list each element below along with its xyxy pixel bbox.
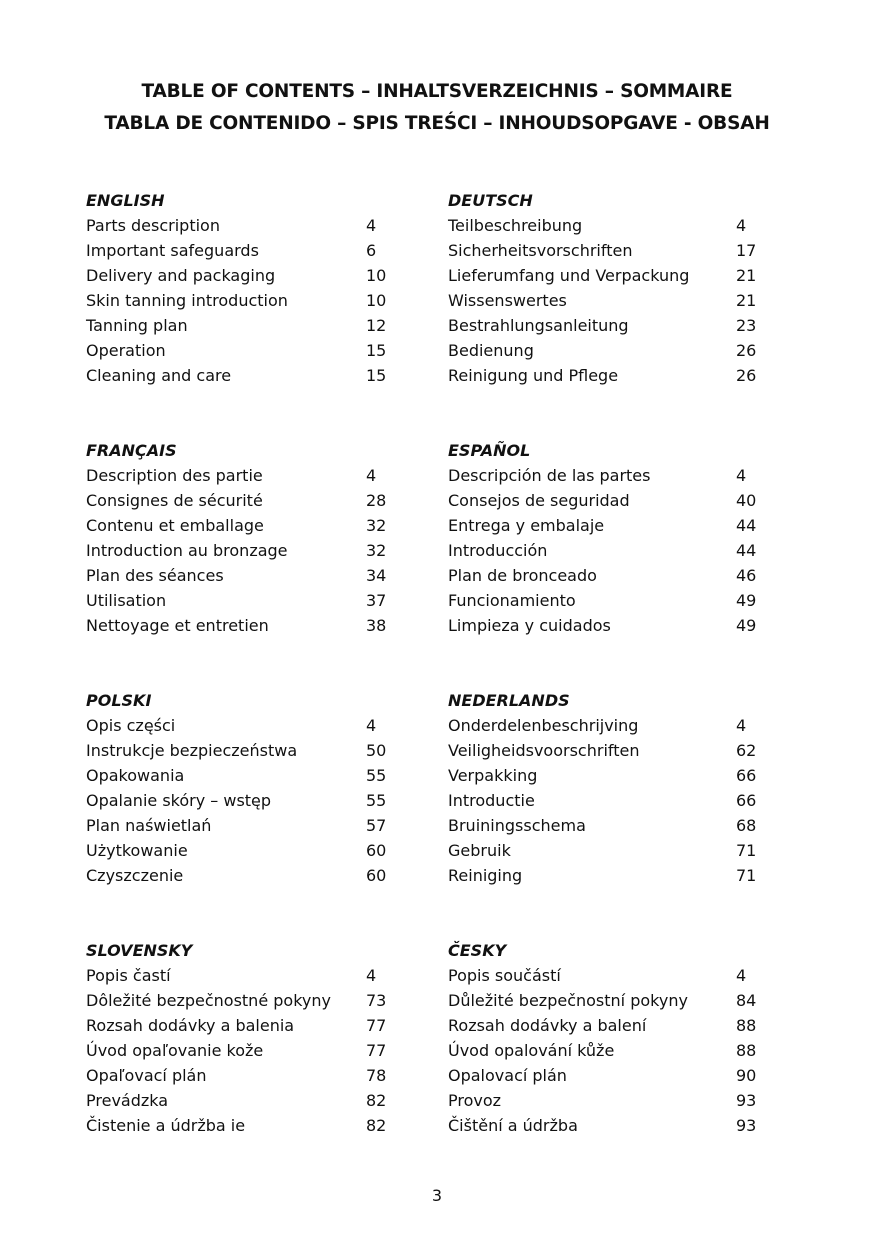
- toc-entry: [448, 538, 778, 563]
- toc-entry-label: Wissenswertes: [448, 291, 567, 310]
- toc-entry: [86, 563, 416, 588]
- toc-entry-label: Instrukcje bezpieczeństwa: [86, 741, 298, 760]
- toc-entry-page: 55: [366, 791, 387, 810]
- toc-entry-page: 88: [736, 1016, 757, 1035]
- toc-entry: [86, 788, 416, 813]
- section-heading: FRANÇAIS: [86, 441, 177, 460]
- toc-entry-label: Introducción: [448, 541, 548, 560]
- toc-entry: [448, 263, 778, 288]
- toc-entry: [86, 763, 416, 788]
- toc-entry-label: Consignes de sécurité: [86, 491, 263, 510]
- toc-entry-label: Contenu et emballage: [86, 516, 264, 535]
- toc-entry: [448, 963, 778, 988]
- toc-entry-page: 32: [366, 541, 387, 560]
- toc-entry: [448, 738, 778, 763]
- toc-entry-page: 21: [736, 291, 757, 310]
- toc-entry-page: 66: [736, 766, 757, 785]
- toc-entry: [86, 1088, 416, 1113]
- toc-entry-label: Bedienung: [448, 341, 534, 360]
- toc-entry-page: 71: [736, 866, 757, 885]
- toc-entry-page: 62: [736, 741, 757, 760]
- toc-entry: [86, 363, 416, 388]
- toc-entry: [448, 513, 778, 538]
- toc-entry-label: Reinigung und Pflege: [448, 366, 619, 385]
- toc-entry-page: 10: [366, 266, 387, 285]
- toc-entry-label: Skin tanning introduction: [86, 291, 288, 310]
- toc-entry-label: Reiniging: [448, 866, 523, 885]
- section-francais: [86, 438, 416, 638]
- toc-entry-page: 71: [736, 841, 757, 860]
- toc-entry-label: Onderdelenbeschrijving: [448, 716, 639, 735]
- toc-entry-page: 49: [736, 591, 757, 610]
- toc-entry-label: Dôležité bezpečnostné pokyny: [86, 991, 331, 1010]
- toc-entry-page: 15: [366, 341, 387, 360]
- section-heading: DEUTSCH: [448, 191, 533, 210]
- toc-entry-page: 50: [366, 741, 387, 760]
- toc-entry: [86, 813, 416, 838]
- toc-entry: [86, 1063, 416, 1088]
- toc-entry-page: 44: [736, 541, 757, 560]
- toc-entry-page: 4: [736, 466, 747, 485]
- page-number: 3: [431, 1186, 443, 1205]
- toc-entry-page: 4: [366, 466, 377, 485]
- toc-entry-label: Čištění a údržba: [448, 1116, 578, 1135]
- toc-entry: [86, 338, 416, 363]
- toc-entry-label: Funcionamiento: [448, 591, 576, 610]
- toc-entry-page: 88: [736, 1041, 757, 1060]
- toc-entry-label: Tanning plan: [86, 316, 188, 335]
- toc-entry: [448, 1088, 778, 1113]
- toc-entry-label: Operation: [86, 341, 166, 360]
- toc-entry: [448, 213, 778, 238]
- toc-entry-page: 10: [366, 291, 387, 310]
- toc-entry: [448, 713, 778, 738]
- toc-entry-label: Lieferumfang und Verpackung: [448, 266, 690, 285]
- toc-entry: [448, 1038, 778, 1063]
- toc-entry: [86, 463, 416, 488]
- toc-entry-label: Cleaning and care: [86, 366, 232, 385]
- toc-entry: [448, 813, 778, 838]
- toc-entry-page: 26: [736, 366, 757, 385]
- section-english: [86, 188, 416, 388]
- toc-entry-page: 6: [366, 241, 377, 260]
- toc-entry-page: 73: [366, 991, 387, 1010]
- toc-entry-page: 93: [736, 1116, 757, 1135]
- toc-entry: [86, 988, 416, 1013]
- toc-entry: [448, 613, 778, 638]
- toc-entry-label: Utilisation: [86, 591, 167, 610]
- toc-entry-label: Popis součástí: [448, 966, 561, 985]
- toc-entry: [86, 963, 416, 988]
- toc-entry-page: 40: [736, 491, 757, 510]
- toc-entry-label: Provoz: [448, 1091, 502, 1110]
- toc-entry: [448, 463, 778, 488]
- toc-entry-label: Sicherheitsvorschriften: [448, 241, 633, 260]
- toc-entry-label: Introduction au bronzage: [86, 541, 288, 560]
- toc-entry-page: 93: [736, 1091, 757, 1110]
- toc-entry-page: 60: [366, 841, 387, 860]
- section-espanol: [448, 438, 778, 638]
- toc-entry: [86, 738, 416, 763]
- toc-entry-label: Opis części: [86, 716, 176, 735]
- section-heading: ENGLISH: [86, 191, 165, 210]
- toc-entry-page: 17: [736, 241, 757, 260]
- section-nederlands: [448, 688, 778, 888]
- toc-entry-page: 44: [736, 516, 757, 535]
- section-heading: SLOVENSKY: [86, 941, 193, 960]
- toc-entry-page: 49: [736, 616, 757, 635]
- toc-entry-label: Prevádzka: [86, 1091, 169, 1110]
- toc-entry-label: Nettoyage et entretien: [86, 616, 269, 635]
- toc-entry-label: Parts description: [86, 216, 220, 235]
- section-cesky: [448, 938, 778, 1138]
- toc-entry: [86, 713, 416, 738]
- toc-entry-label: Opakowania: [86, 766, 185, 785]
- toc-entry-page: 57: [366, 816, 387, 835]
- toc-entry: [448, 238, 778, 263]
- toc-entry: [86, 1013, 416, 1038]
- toc-entry-label: Description des partie: [86, 466, 263, 485]
- toc-entry-label: Důležité bezpečnostní pokyny: [448, 991, 688, 1010]
- toc-entry: [86, 513, 416, 538]
- section-heading: ESPAÑOL: [448, 441, 531, 460]
- toc-entry-label: Czyszczenie: [86, 866, 184, 885]
- toc-entry-label: Opalanie skóry – wstęp: [86, 791, 272, 810]
- toc-entry-page: 4: [736, 716, 747, 735]
- toc-entry: [86, 263, 416, 288]
- toc-entry: [448, 288, 778, 313]
- toc-entry: [448, 838, 778, 863]
- toc-entry-page: 68: [736, 816, 757, 835]
- toc-entry: [86, 538, 416, 563]
- toc-entry-label: Čistenie a údržba ie: [86, 1116, 246, 1135]
- toc-entry-page: 4: [736, 216, 747, 235]
- toc-entry: [448, 763, 778, 788]
- toc-entry: [448, 863, 778, 888]
- toc-entry-page: 46: [736, 566, 757, 585]
- toc-entry: [448, 588, 778, 613]
- toc-entry: [86, 613, 416, 638]
- toc-entry-label: Teilbeschreibung: [448, 216, 583, 235]
- toc-entry-page: 4: [366, 216, 377, 235]
- toc-entry: [86, 488, 416, 513]
- toc-entry-label: Plan des séances: [86, 566, 224, 585]
- toc-entry-page: 82: [366, 1116, 387, 1135]
- toc-entry-label: Użytkowanie: [86, 841, 188, 860]
- toc-entry: [86, 313, 416, 338]
- toc-entry: [86, 238, 416, 263]
- toc-entry: [86, 1038, 416, 1063]
- section-heading: POLSKI: [86, 691, 152, 710]
- toc-entry-label: Rozsah dodávky a balení: [448, 1016, 647, 1035]
- toc-entry: [448, 988, 778, 1013]
- toc-title-line-2: TABLA DE CONTENIDO – SPIS TREŚCI – INHOUDSOPGAVE - OBSAH: [104, 113, 770, 134]
- toc-entry-label: Delivery and packaging: [86, 266, 276, 285]
- toc-entry: [86, 838, 416, 863]
- toc-entry-label: Entrega y embalaje: [448, 516, 605, 535]
- section-heading: NEDERLANDS: [448, 691, 570, 710]
- toc-entry-label: Limpieza y cuidados: [448, 616, 611, 635]
- toc-entry-page: 66: [736, 791, 757, 810]
- toc-entry: [448, 788, 778, 813]
- toc-entry-label: Plan de bronceado: [448, 566, 597, 585]
- toc-entry: [86, 213, 416, 238]
- toc-entry-label: Plan naświetlań: [86, 816, 212, 835]
- toc-entry-page: 23: [736, 316, 757, 335]
- toc-entry: [448, 1013, 778, 1038]
- toc-entry: [448, 1113, 778, 1138]
- toc-entry: [448, 363, 778, 388]
- toc-entry-label: Opalovací plán: [448, 1066, 567, 1085]
- toc-entry-label: Introductie: [448, 791, 535, 810]
- section-polski: [86, 688, 416, 888]
- toc-entry-label: Popis častí: [86, 966, 171, 985]
- section-deutsch: [448, 188, 778, 388]
- toc-entry-page: 55: [366, 766, 387, 785]
- toc-entry-label: Verpakking: [448, 766, 538, 785]
- toc-entry-label: Rozsah dodávky a balenia: [86, 1016, 295, 1035]
- toc-entry: [86, 588, 416, 613]
- toc-entry: [86, 863, 416, 888]
- toc-entry-page: 37: [366, 591, 387, 610]
- toc-entry-page: 21: [736, 266, 757, 285]
- toc-entry-label: Bestrahlungsanleitung: [448, 316, 629, 335]
- toc-entry-page: 78: [366, 1066, 387, 1085]
- toc-entry-label: Bruiningsschema: [448, 816, 586, 835]
- toc-entry-page: 32: [366, 516, 387, 535]
- toc-entry-label: Úvod opaľovanie kože: [86, 1041, 264, 1060]
- toc-entry: [448, 563, 778, 588]
- toc-entry-page: 4: [736, 966, 747, 985]
- toc-entry: [448, 313, 778, 338]
- toc-entry-page: 26: [736, 341, 757, 360]
- toc-entry-page: 28: [366, 491, 387, 510]
- toc-entry-page: 82: [366, 1091, 387, 1110]
- toc-entry-label: Opaľovací plán: [86, 1066, 207, 1085]
- toc-entry-label: Gebruik: [448, 841, 511, 860]
- toc-entry-page: 34: [366, 566, 387, 585]
- toc-entry-page: 4: [366, 966, 377, 985]
- toc-entry-page: 77: [366, 1016, 387, 1035]
- toc-entry-page: 60: [366, 866, 387, 885]
- toc-title-line-1: TABLE OF CONTENTS – INHALTSVERZEICHNIS – SOMMAIRE: [141, 81, 733, 102]
- section-slovensky: [86, 938, 416, 1138]
- toc-entry-page: 15: [366, 366, 387, 385]
- toc-entry-label: Descripción de las partes: [448, 466, 651, 485]
- toc-entry-label: Important safeguards: [86, 241, 259, 260]
- toc-entry-label: Veiligheidsvoorschriften: [448, 741, 640, 760]
- section-heading: ČESKY: [448, 941, 507, 960]
- toc-entry: [86, 1113, 416, 1138]
- toc-entry: [86, 288, 416, 313]
- toc-entry: [448, 338, 778, 363]
- toc-entry-page: 77: [366, 1041, 387, 1060]
- toc-entry-page: 4: [366, 716, 377, 735]
- toc-entry-page: 12: [366, 316, 387, 335]
- toc-entry: [448, 1063, 778, 1088]
- toc-entry-page: 90: [736, 1066, 757, 1085]
- toc-entry-page: 38: [366, 616, 387, 635]
- toc-entry-page: 84: [736, 991, 757, 1010]
- toc-entry: [448, 488, 778, 513]
- toc-entry-label: Úvod opalování kůže: [448, 1041, 615, 1060]
- toc-entry-label: Consejos de seguridad: [448, 491, 630, 510]
